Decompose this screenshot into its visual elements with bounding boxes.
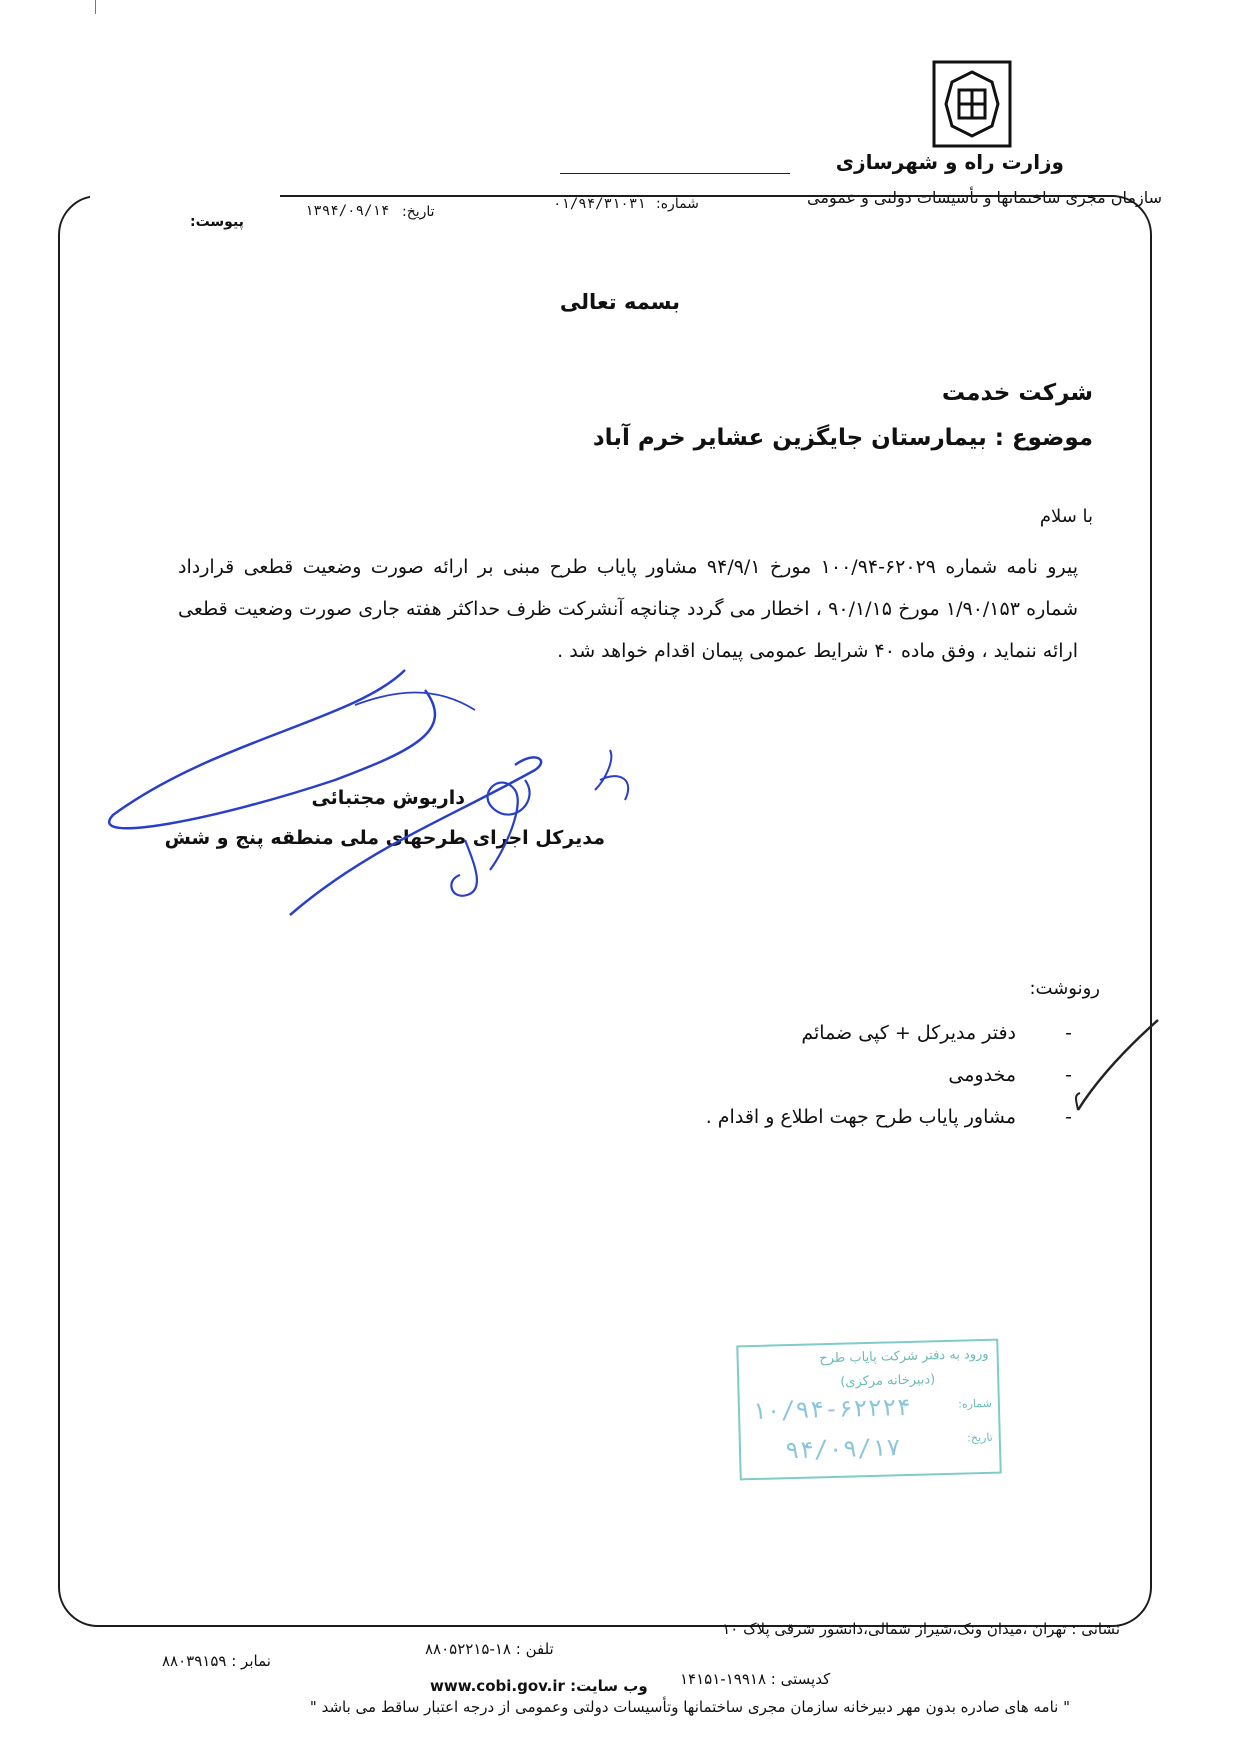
basmala: بسمه تعالی	[559, 290, 681, 314]
receipt-stamp	[736, 1339, 1001, 1481]
stamp-title: ورود به دفتر شرکت پایاب طرح	[819, 1346, 989, 1367]
letter-number-value: ۰۱/۹۴/۳۱۰۳۱	[553, 196, 646, 212]
margin-tick	[95, 0, 96, 14]
attachment-label: پیوست:	[190, 214, 244, 230]
stamp-number-value: ۱۰/۹۴-۶۲۲۲۴	[751, 1392, 912, 1426]
signer-title: مدیرکل اجرای طرحهای ملی منطقه پنج و شش	[164, 827, 605, 849]
stamp-date-value: ۹۴/۰۹/۱۷	[784, 1433, 901, 1465]
ministry-logo-icon	[932, 60, 1012, 148]
checkmark-icon	[1070, 1015, 1160, 1115]
signer-name: داریوش مجتبائی	[311, 787, 465, 809]
footer-postal-code: کدپستی : ۱۹۹۱۸-۱۴۱۵۱	[680, 1670, 831, 1688]
list-item-text: دفتر مدیرکل + کپی ضمائم	[801, 1022, 1016, 1044]
footer-address: نشانی : تهران ،میدان ونک،شیراز شمالی،دانشور شرقی پلاک ۱۰	[722, 1620, 1120, 1638]
footer-website[interactable]: وب سایت: www.cobi.gov.ir	[430, 1677, 648, 1695]
footer-phone: تلفن : ۱۸-۸۸۰۵۲۲۱۵	[425, 1640, 554, 1658]
stamp-subtitle: (دبیرخانه مرکزی)	[840, 1372, 936, 1390]
list-item	[706, 1096, 1072, 1138]
frame-gap	[90, 190, 280, 200]
list-item-dash: -	[1065, 1022, 1072, 1044]
list-item-text: مشاور پایاب طرح جهت اطلاع و اقدام .	[705, 1106, 1016, 1128]
letter-body: پیرو نامه شماره ۶۲۰۲۹-۱۰۰/۹۴ مورخ ۹۴/۹/۱ مشاور پایاب طرح مبنی بر ارائه صورت وضعیت قطعی قرارداد شماره ۱/۹۰/۱۵۳ مورخ ۹۰/۱/۱۵ ، اخطار می گردد چنانچه آنشرکت ظرف حداکثر هفته جاری صورت وضعیت قطعی ارائه ننماید ، وفق ماده ۴۰ شرایط عمومی پیمان اقدام خواهد شد .	[178, 556, 1078, 662]
organization-name: سازمان مجری ساختمانها و تأسیسات دولتی و عمومی	[807, 188, 1162, 207]
recipient: شرکت خدمت	[941, 380, 1093, 406]
list-item	[706, 1012, 1072, 1054]
list-item-text: مخدومی	[948, 1064, 1016, 1086]
cc-heading: رونوشت:	[1029, 978, 1100, 999]
signature-icon	[95, 650, 695, 940]
list-item-dash: -	[1065, 1064, 1072, 1086]
cc-list	[706, 1012, 1072, 1138]
ministry-name: وزارت راه و شهرسازی	[835, 150, 1064, 174]
letter-date-value: ۱۳۹۴/۰۹/۱۴	[305, 203, 390, 219]
list-item-dash: -	[1065, 1106, 1072, 1128]
header-rule	[560, 173, 790, 174]
letter-number-label: شماره:	[656, 196, 699, 212]
list-item	[706, 1054, 1072, 1096]
greeting: با سلام	[1039, 506, 1093, 527]
footer-note: " نامه های صادره بدون مهر دبیرخانه سازمان مجری ساختمانها وتأسیسات دولتی وعمومی از درجه اعتبار ساقط می باشد "	[309, 1698, 1070, 1716]
letter-date-label: تاریخ:	[402, 204, 435, 220]
stamp-date-label: تاریخ:	[967, 1430, 993, 1445]
stamp-number-label: شماره:	[958, 1396, 993, 1411]
subject-line: موضوع : بیمارستان جایگزین عشایر خرم آباد	[592, 425, 1093, 451]
footer-fax: نمابر : ۸۸۰۳۹۱۵۹	[162, 1652, 271, 1670]
